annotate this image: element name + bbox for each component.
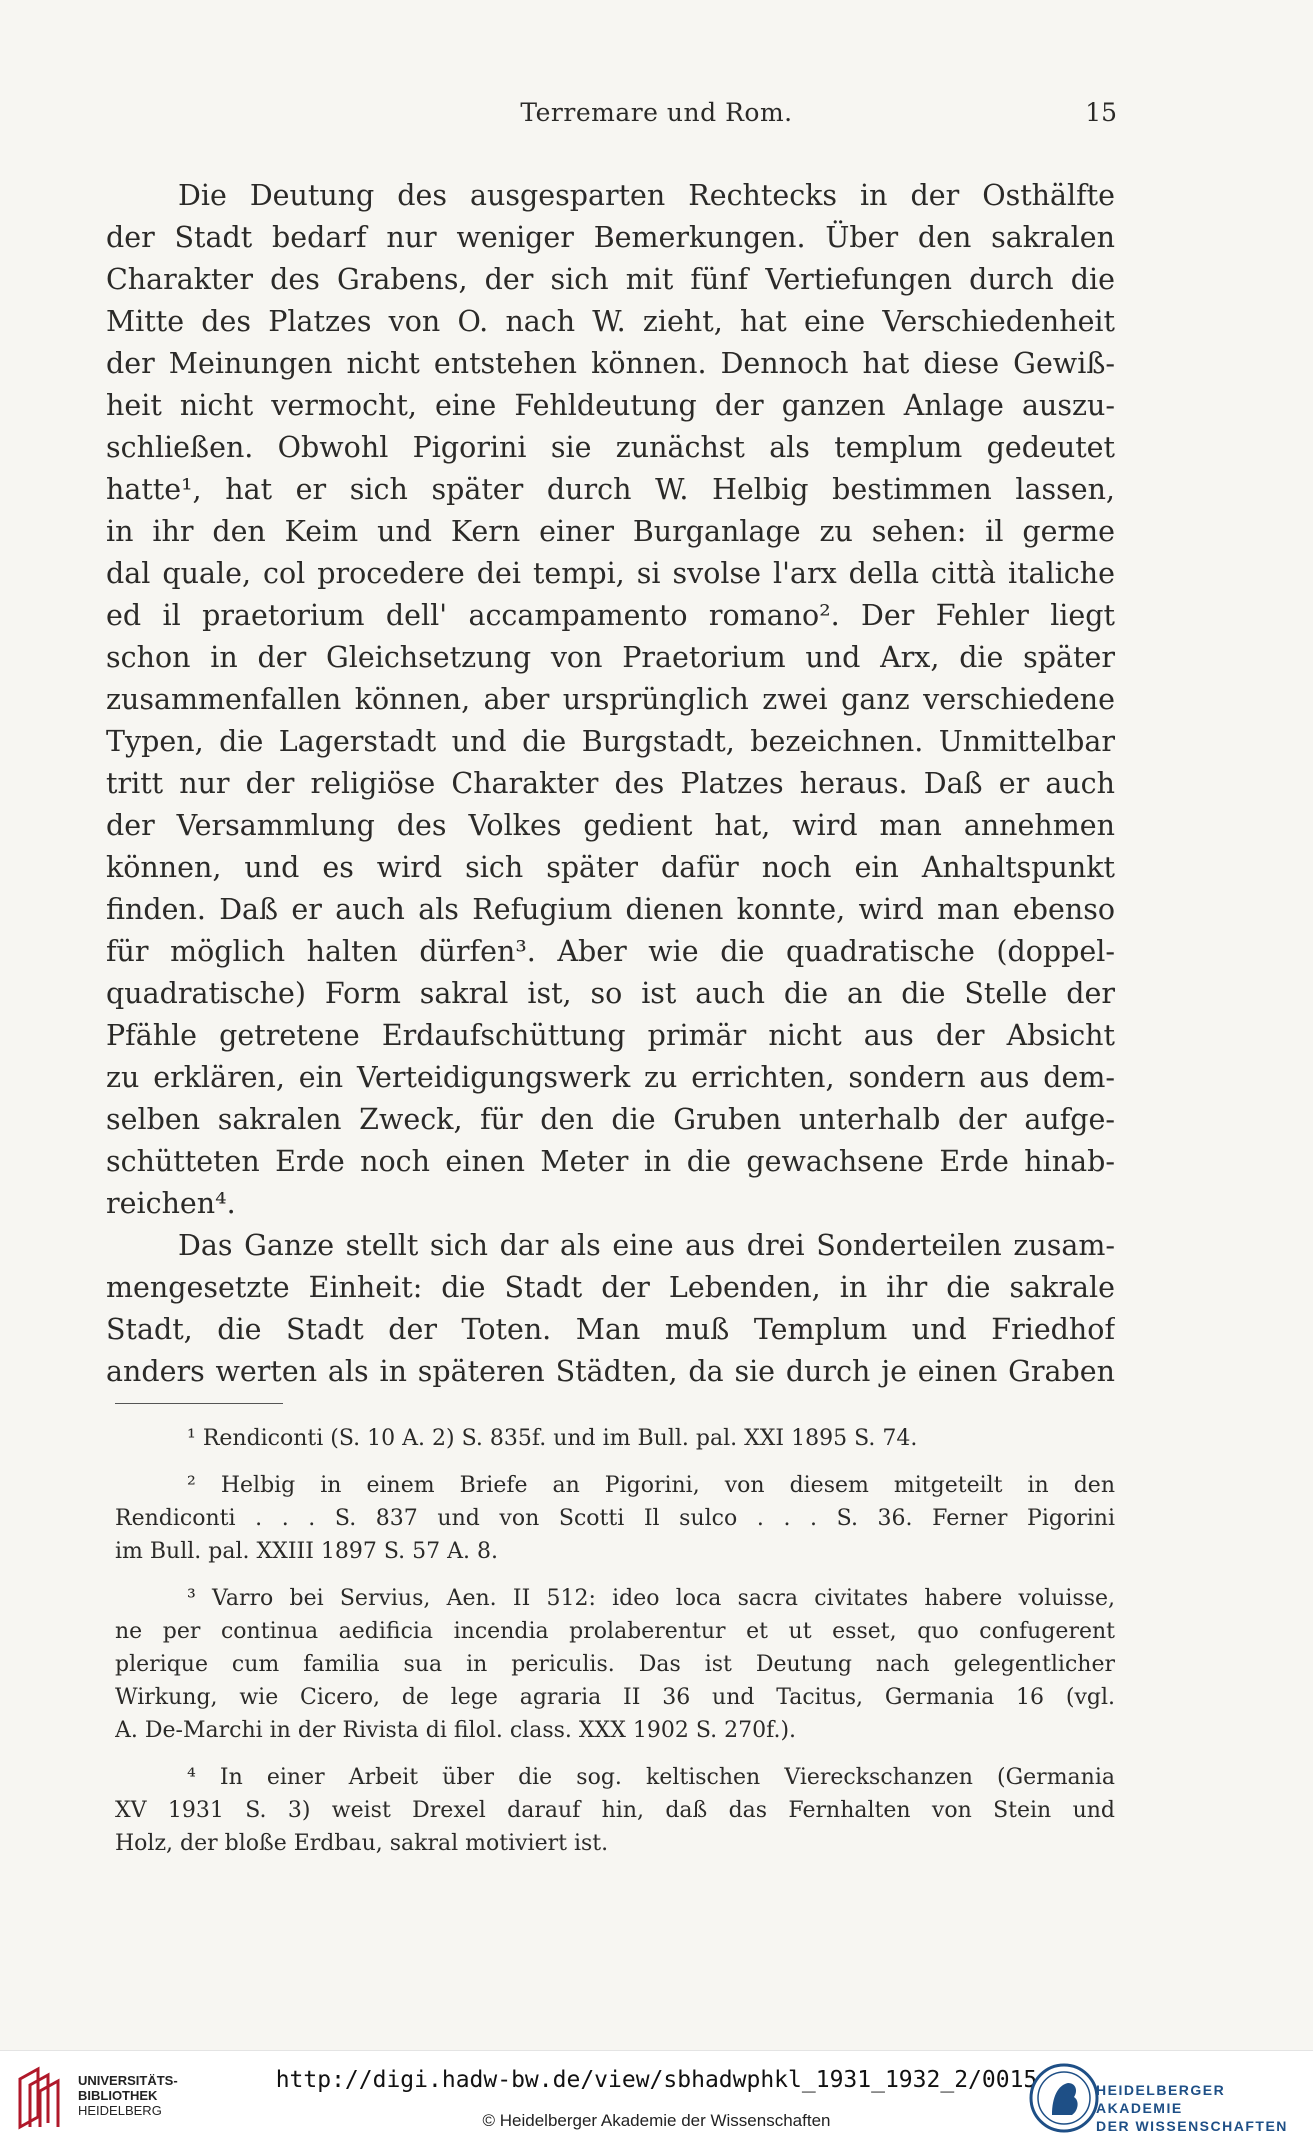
text-line: hatte¹, hat er sich später durch W. Helbig bestimmen lassen,: [106, 473, 1115, 506]
text-line: schließen. Obwohl Pigorini sie zunächst als templum gedeutet: [106, 431, 1115, 464]
text-line: zu erklären, ein Verteidigungswerk zu errichten, sondern aus dem-: [106, 1061, 1115, 1094]
footnote-line: ³ Varro bei Servius, Aen. II 512: ideo loca sacra civitates habere voluisse,: [187, 1586, 1115, 1611]
text-line: der Versammlung des Volkes gedient hat, wird man annehmen: [106, 809, 1115, 842]
text-line: Charakter des Grabens, der sich mit fünf Vertiefungen durch die: [106, 263, 1115, 296]
running-head: [0, 98, 1313, 138]
text-line: dal quale, col procedere dei tempi, si svolse l'arx della città italiche: [106, 557, 1115, 590]
running-head-title: Terremare und Rom.: [520, 98, 793, 127]
text-line: selben sakralen Zweck, für den die Gruben unterhalb der aufge-: [106, 1103, 1115, 1136]
page-number: 15: [1085, 98, 1117, 127]
footnote-line: A. De-Marchi in der Rivista di filol. class. XXX 1902 S. 270f.).: [115, 1718, 797, 1743]
text-line: finden. Daß er auch als Refugium dienen konnte, wird man ebenso: [106, 893, 1115, 926]
footnote-line: plerique cum familia sua in periculis. Das ist Deutung nach gelegentlicher: [115, 1652, 1115, 1677]
text-line: Mitte des Platzes von O. nach W. zieht, hat eine Verschiedenheit: [106, 305, 1115, 338]
body-text: [106, 175, 1115, 1393]
text-line: schon in der Gleichsetzung von Praetorium und Arx, die später: [106, 641, 1115, 674]
copyright-notice: © Heidelberger Akademie der Wissenschaften: [482, 2111, 831, 2130]
text-line: zusammenfallen können, aber ursprünglich zwei ganz verschiedene: [106, 683, 1115, 716]
text-line: Stadt, die Stadt der Toten. Man muß Templum und Friedhof: [106, 1313, 1115, 1346]
text-line: der Meinungen nicht entstehen können. Dennoch hat diese Gewiß-: [106, 347, 1115, 380]
footnote-line: ⁴ In einer Arbeit über die sog. keltischen Viereckschanzen (Germania: [187, 1765, 1115, 1790]
text-line: können, und es wird sich später dafür noch ein Anhaltspunkt: [106, 851, 1115, 884]
text-line: ed il praetorium dell' accampamento romano². Der Fehler liegt: [106, 599, 1115, 632]
library-name: UNIVERSITÄTS- BIBLIOTHEK HEIDELBERG: [78, 2073, 178, 2118]
footnotes: [115, 1422, 1115, 1860]
footnote-line: Wirkung, wie Cicero, de lege agraria II 36 und Tacitus, Germania 16 (vgl.: [115, 1685, 1115, 1710]
footnote-line: im Bull. pal. XXIII 1897 S. 57 A. 8.: [115, 1539, 499, 1564]
footnote-line: ¹ Rendiconti (S. 10 A. 2) S. 835f. und im Bull. pal. XXI 1895 S. 74.: [187, 1426, 918, 1451]
text-line: heit nicht vermocht, eine Fehldeutung der ganzen Anlage auszu-: [106, 389, 1115, 422]
text-line: Die Deutung des ausgesparten Rechtecks in der Osthälfte: [178, 179, 1115, 212]
text-line: Typen, die Lagerstadt und die Burgstadt, bezeichnen. Unmittelbar: [106, 725, 1115, 758]
text-line: in ihr den Keim und Kern einer Burganlage zu sehen: il germe: [106, 515, 1115, 548]
footnote-line: Holz, der bloße Erdbau, sakral motiviert ist.: [115, 1831, 609, 1856]
text-line: tritt nur der religiöse Charakter des Platzes heraus. Daß er auch: [106, 767, 1115, 800]
footnote-rule: [115, 1403, 283, 1404]
text-line: mengesetzte Einheit: die Stadt der Lebenden, in ihr die sakrale: [106, 1271, 1115, 1304]
text-line: quadratische) Form sakral ist, so ist auch die an die Stelle der: [106, 977, 1115, 1010]
footnote-line: Rendiconti . . . S. 837 und von Scotti Il sulco . . . S. 36. Ferner Pigorini: [115, 1506, 1115, 1531]
footnote-line: ² Helbig in einem Briefe an Pigorini, von diesem mitgeteilt in den: [187, 1473, 1115, 1498]
text-line: anders werten als in späteren Städten, da sie durch je einen Graben: [106, 1355, 1115, 1388]
academy-name: HEIDELBERGER AKADEMIE DER WISSENSCHAFTEN: [1096, 2082, 1288, 2134]
text-line: schütteten Erde noch einen Meter in die gewachsene Erde hinab-: [106, 1145, 1115, 1178]
text-line: der Stadt bedarf nur weniger Bemerkungen. Über den sakralen: [106, 221, 1115, 254]
text-line: für möglich halten dürfen³. Aber wie die quadratische (doppel-: [106, 935, 1115, 968]
academy-seal-icon: [1028, 2061, 1100, 2135]
footnote-line: ne per continua aedificia incendia prolaberentur et ut esset, quo confugerent: [115, 1619, 1115, 1644]
footnote-line: XV 1931 S. 3) weist Drexel darauf hin, daß das Fernhalten von Stein und: [115, 1798, 1115, 1823]
permalink-url[interactable]: http://digi.hadw-bw.de/view/sbhadwphkl_1931_1932_2/0015: [275, 2067, 1038, 2093]
text-line: Pfähle getretene Erdaufschüttung primär nicht aus der Absicht: [106, 1019, 1115, 1052]
viewer-footer: [0, 2050, 1313, 2145]
text-line: Das Ganze stellt sich dar als eine aus drei Sonderteilen zusam-: [178, 1229, 1115, 1262]
text-line: reichen⁴.: [106, 1187, 236, 1220]
